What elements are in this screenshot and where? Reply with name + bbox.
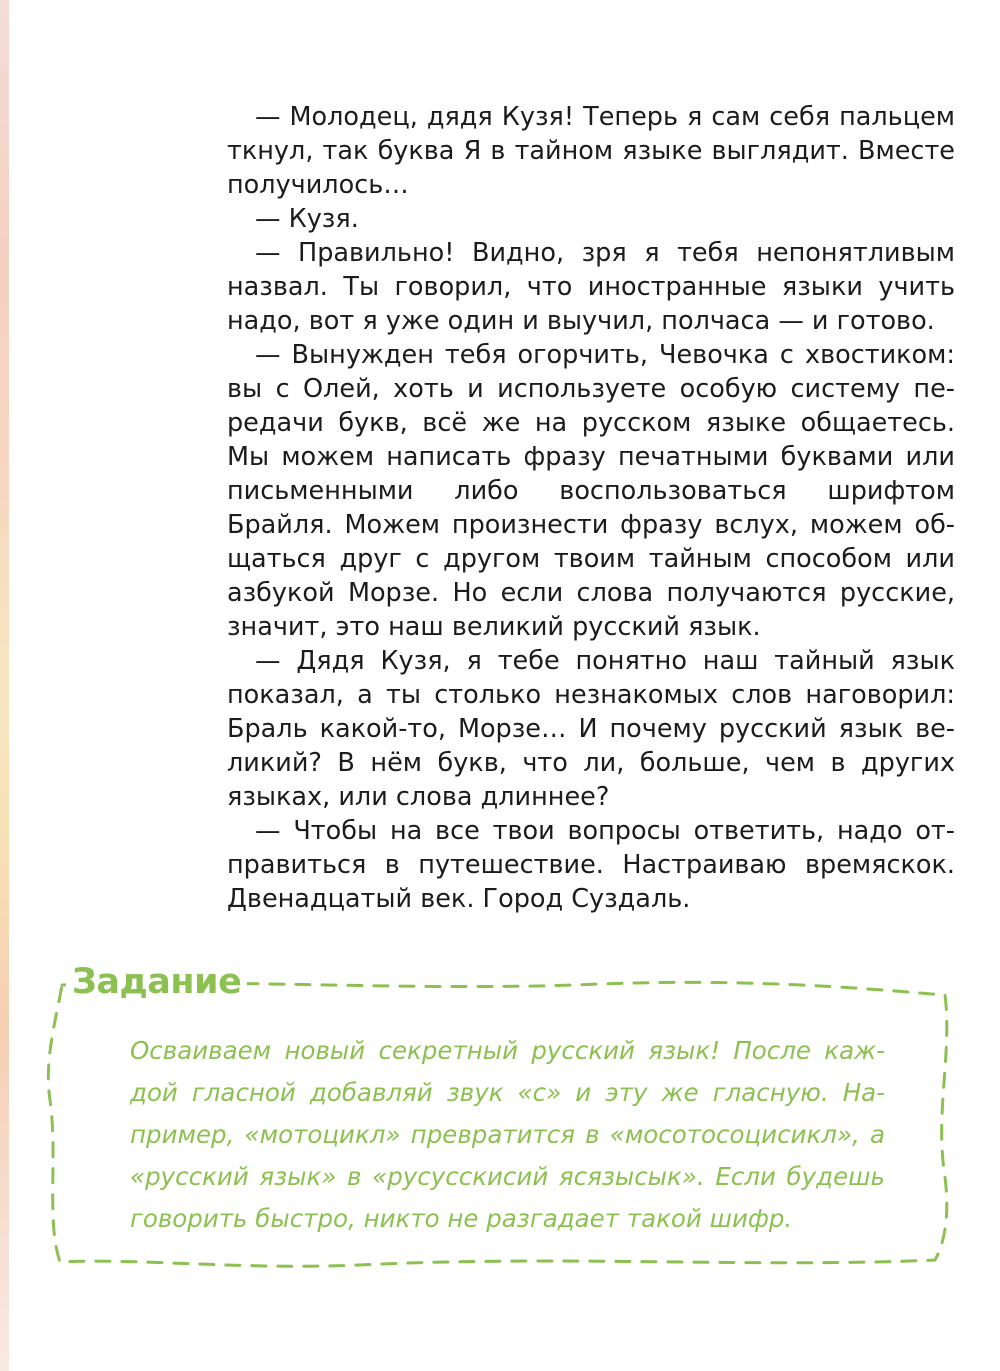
story-paragraph: — Кузя. [255, 204, 359, 234]
story-paragraph: — Правильно! Видно, зря я тебя непонятливым назвал. Ты говорил, что иностранные языки учить надо, вот я уже один и выучил, полчаса — и готово. [227, 238, 955, 336]
story-paragraph: — Молодец, дядя Кузя! Теперь я сам себя пальцем ткнул, так буква Я в тайном языке выглядит. Вместе получилось… [227, 102, 955, 200]
story-paragraph: — Вынужден тебя огорчить, Чевочка с хвостиком: вы с Олей, хоть и используете особую систему передачи букв, всё же на русском языке общаетесь. Мы можем написать фразу печатными буквами или письменными либо воспользоваться шрифтом Брайля. Можем произнести фразу вслух, можем общаться друг с другом твоим тайным способом или азбукой Морзе. Но если слова получаются русские, значит, это наш великий русский язык. [227, 340, 955, 642]
story-paragraph: — Чтобы на все твои вопросы ответить, надо отправиться в путешествие. Настраиваю времяскок. Двенадцатый век. Город Суздаль. [227, 816, 955, 914]
story-paragraph: — Дядя Кузя, я тебе понятно наш тайный язык показал, а ты столько незнакомых слов наговорил: Браль какой-то, Морзе… И почему русский язык великий? В нём букв, что ли, больше, чем в других языках, или слова длиннее? [227, 646, 955, 812]
task-text: Осваиваем новый секретный русский язык! После каждой гласной добавляй звук «с» и эту же гласную. Например, «мотоцикл» превратится в «мосотосоцисикл», а «русский язык» в «русусскисий ясязысык». Если будешь говорить быстро, никто не разгадает такой шифр. [130, 1036, 885, 1233]
task-title: Задание [66, 958, 247, 1006]
page-edge-strip [0, 0, 9, 1371]
story-text [227, 100, 955, 916]
